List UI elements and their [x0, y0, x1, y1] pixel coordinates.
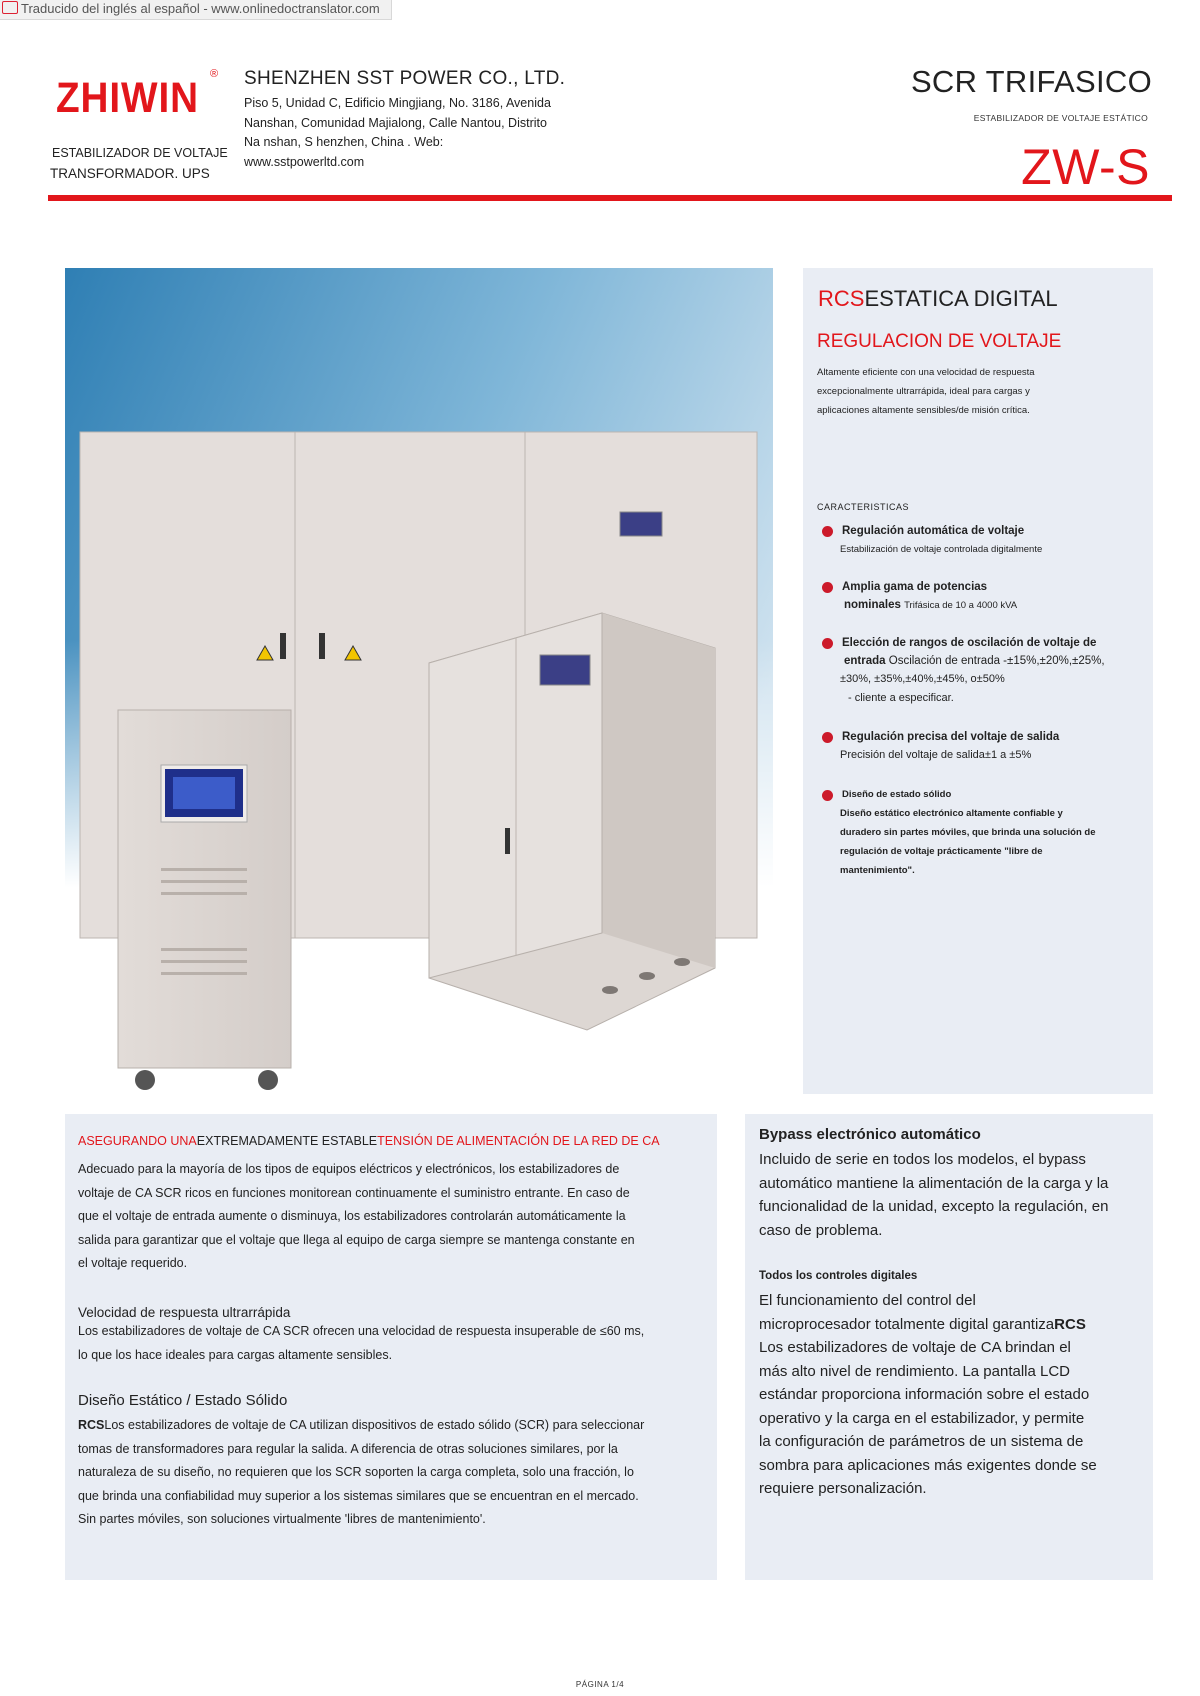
feature-title: Regulación automática de voltaje: [842, 525, 1025, 537]
section-heading: Bypass electrónico automático: [759, 1126, 981, 1143]
paragraph-line: tomas de transformadores para regular la salida. A diferencia de otras soluciones similares, por la: [78, 1441, 618, 1456]
paragraph-line: salida para garantizar que el voltaje que llega al equipo de carga siempre se mantenga constante en: [78, 1232, 635, 1247]
panel-subheading: REGULACION DE VOLTAJE: [817, 331, 1062, 352]
product-title: SCR TRIFASICO: [910, 64, 1152, 99]
paragraph-line: caso de problema.: [759, 1221, 883, 1239]
paragraph-line: requiere personalización.: [759, 1480, 927, 1497]
panel-intro: [817, 363, 1137, 420]
feature-title: Elección de rangos de oscilación de voltaje de: [842, 637, 1097, 649]
company-name: SHENZHEN SST POWER CO., LTD.: [244, 68, 566, 89]
bullet-icon: [822, 790, 833, 801]
paragraph-line-text: Los estabilizadores de voltaje de CA utilizan dispositivos de estado sólido (SCR) para seleccionar: [104, 1418, 645, 1432]
paragraph-line: más alto nivel de rendimiento. La pantalla LCD: [759, 1362, 1071, 1380]
feature-item: [822, 522, 1142, 559]
paragraph-line: lo que los hace ideales para cargas altamente sensibles.: [78, 1347, 393, 1362]
intro-line: excepcionalmente ultrarrápida, ideal para cargas y: [817, 386, 1030, 397]
feature-title-cont: entrada: [844, 655, 886, 667]
bullet-icon: [822, 526, 833, 537]
paragraph-line: Incluido de serie en todos los modelos, el bypass: [759, 1151, 1086, 1168]
product-model: ZW-S: [1021, 139, 1150, 195]
paragraph-line: el voltaje requerido.: [78, 1256, 188, 1270]
paragraph-line: sombra para aplicaciones más exigentes donde se: [759, 1456, 1097, 1474]
bullet-icon: [822, 638, 833, 649]
bullet-icon: [822, 582, 833, 593]
paragraph-line: que el voltaje de entrada aumente o disminuya, los estabilizadores controlarán automáticamente la: [78, 1209, 626, 1223]
feature-desc: Estabilización de voltaje controlada digitalmente: [840, 544, 1043, 555]
subheading: Todos los controles digitales: [759, 1270, 918, 1282]
feature-desc: Precisión del voltaje de salida±1 a ±5%: [840, 749, 1032, 761]
intro-line: aplicaciones altamente sensibles/de misión crítica.: [817, 405, 1030, 416]
panel-heading: [818, 286, 1058, 312]
feature-item: [822, 578, 1142, 615]
paragraph-line: Adecuado para la mayoría de los tipos de equipos eléctricos y electrónicos, los estabilizadores de: [78, 1162, 620, 1176]
paragraph: [78, 1320, 706, 1367]
product-image: [65, 268, 773, 1094]
company-address: [244, 94, 594, 172]
website-link[interactable]: www.sstpowerltd.com: [244, 154, 365, 169]
heading-red-part: TENSIÓN DE ALIMENTACIÓN DE LA RED DE CA: [377, 1134, 660, 1148]
feature-item: [822, 634, 1142, 708]
paragraph-line: Los estabilizadores de voltaje de CA SCR ofrecen una velocidad de respuesta insuperable de ≤60 ms,: [78, 1324, 645, 1338]
paragraph: [78, 1158, 706, 1276]
heading-black-part: EXTREMADAMENTE ESTABLE: [196, 1134, 378, 1148]
heading-rest: ESTATICA DIGITAL: [864, 286, 1058, 311]
page-number: PÁGINA 1/4: [575, 1680, 625, 1689]
intro-line: Altamente eficiente con una velocidad de respuesta: [817, 367, 1035, 378]
feature-title-cont: nominales: [844, 599, 901, 611]
paragraph-line: funcionalidad de la unidad, excepto la regulación, en: [759, 1198, 1109, 1215]
heading-red-part: ASEGURANDO UNA: [78, 1134, 197, 1148]
bullet-icon: [822, 732, 833, 743]
logo-tagline: ESTABILIZADOR DE VOLTAJE: [52, 146, 228, 160]
subheading: Diseño Estático / Estado Sólido: [78, 1392, 288, 1409]
features-label: CARACTERISTICAS: [817, 502, 910, 512]
registered-mark: ®: [210, 68, 219, 80]
paragraph-line: Los estabilizadores de voltaje de CA brindan el: [759, 1339, 1071, 1356]
feature-item: [822, 786, 1142, 880]
paragraph-line: [78, 1414, 706, 1438]
section-heading: [78, 1134, 660, 1148]
address-line: Piso 5, Unidad C, Edificio Mingjiang, No. 3186, Avenida: [244, 96, 551, 110]
paragraph-line: Sin partes móviles, son soluciones virtualmente 'libres de mantenimiento'.: [78, 1512, 486, 1526]
paragraph-line-text: microprocesador totalmente digital garantiza: [759, 1315, 1055, 1333]
heading-red-part: RCS: [818, 286, 865, 311]
paragraph-line: naturaleza de su diseño, no requieren que los SCR soporten la carga completa, solo una fracción, lo: [78, 1465, 634, 1479]
paragraph-line: estándar proporciona información sobre el estado: [759, 1386, 1090, 1403]
product-subtitle: ESTABILIZADOR DE VOLTAJE ESTÁTICO: [973, 113, 1148, 123]
translate-icon: [2, 1, 18, 14]
paragraph: [759, 1289, 1147, 1501]
feature-desc: Trifásica de 10 a 4000 kVA: [904, 600, 1018, 611]
paragraph-line: [759, 1313, 1147, 1337]
subheading: Velocidad de respuesta ultrarrápida: [78, 1305, 291, 1320]
feature-desc: Oscilación de entrada -±15%,±20%,±25%,: [888, 655, 1105, 667]
rcs-lead: RCS: [78, 1418, 105, 1432]
header-divider: [48, 195, 1172, 201]
paragraph-line: operativo y la carga en el estabilizador, y permite: [759, 1409, 1085, 1427]
feature-desc: ±30%, ±35%,±40%,±45%, o±50%: [840, 673, 1005, 685]
feature-title: Amplia gama de potencias: [842, 581, 988, 593]
feature-item: [822, 728, 1142, 765]
feature-desc: Diseño estático electrónico altamente confiable y: [840, 808, 1063, 819]
address-line: Na nshan, S henzhen, China . Web:: [244, 135, 444, 149]
banner-text: Traducido del inglés al español - www.onlinedoctranslator.com: [21, 1, 380, 16]
feature-desc: - cliente a especificar.: [848, 692, 954, 704]
feature-desc: regulación de voltaje prácticamente "libre de: [840, 846, 1043, 857]
paragraph-line: la configuración de parámetros de un sistema de: [759, 1433, 1084, 1450]
paragraph-line: voltaje de CA SCR ricos en funciones monitorean continuamente el suministro entrante. En caso de: [78, 1185, 630, 1200]
paragraph: [759, 1148, 1147, 1242]
paragraph-line: que brinda una confiabilidad muy superior a los sistemas similares que se encuentran en el mercado.: [78, 1488, 639, 1503]
logo-tagline-2: TRANSFORMADOR. UPS: [50, 166, 210, 181]
rcs-bold: RCS: [1054, 1315, 1086, 1333]
feature-title: Regulación precisa del voltaje de salida: [842, 731, 1060, 743]
paragraph-line: automático mantiene la alimentación de la carga y la: [759, 1174, 1109, 1192]
feature-desc: duradero sin partes móviles, que brinda una solución de: [840, 827, 1096, 838]
company-logo: ZHIWIN: [56, 74, 199, 122]
address-line: Nanshan, Comunidad Majialong, Calle Nantou, Distrito: [244, 115, 547, 130]
feature-title: Diseño de estado sólido: [842, 789, 952, 800]
feature-desc: mantenimiento".: [840, 865, 915, 876]
paragraph-line: El funcionamiento del control del: [759, 1292, 976, 1309]
paragraph: [78, 1414, 706, 1532]
translator-banner[interactable]: [0, 0, 392, 20]
